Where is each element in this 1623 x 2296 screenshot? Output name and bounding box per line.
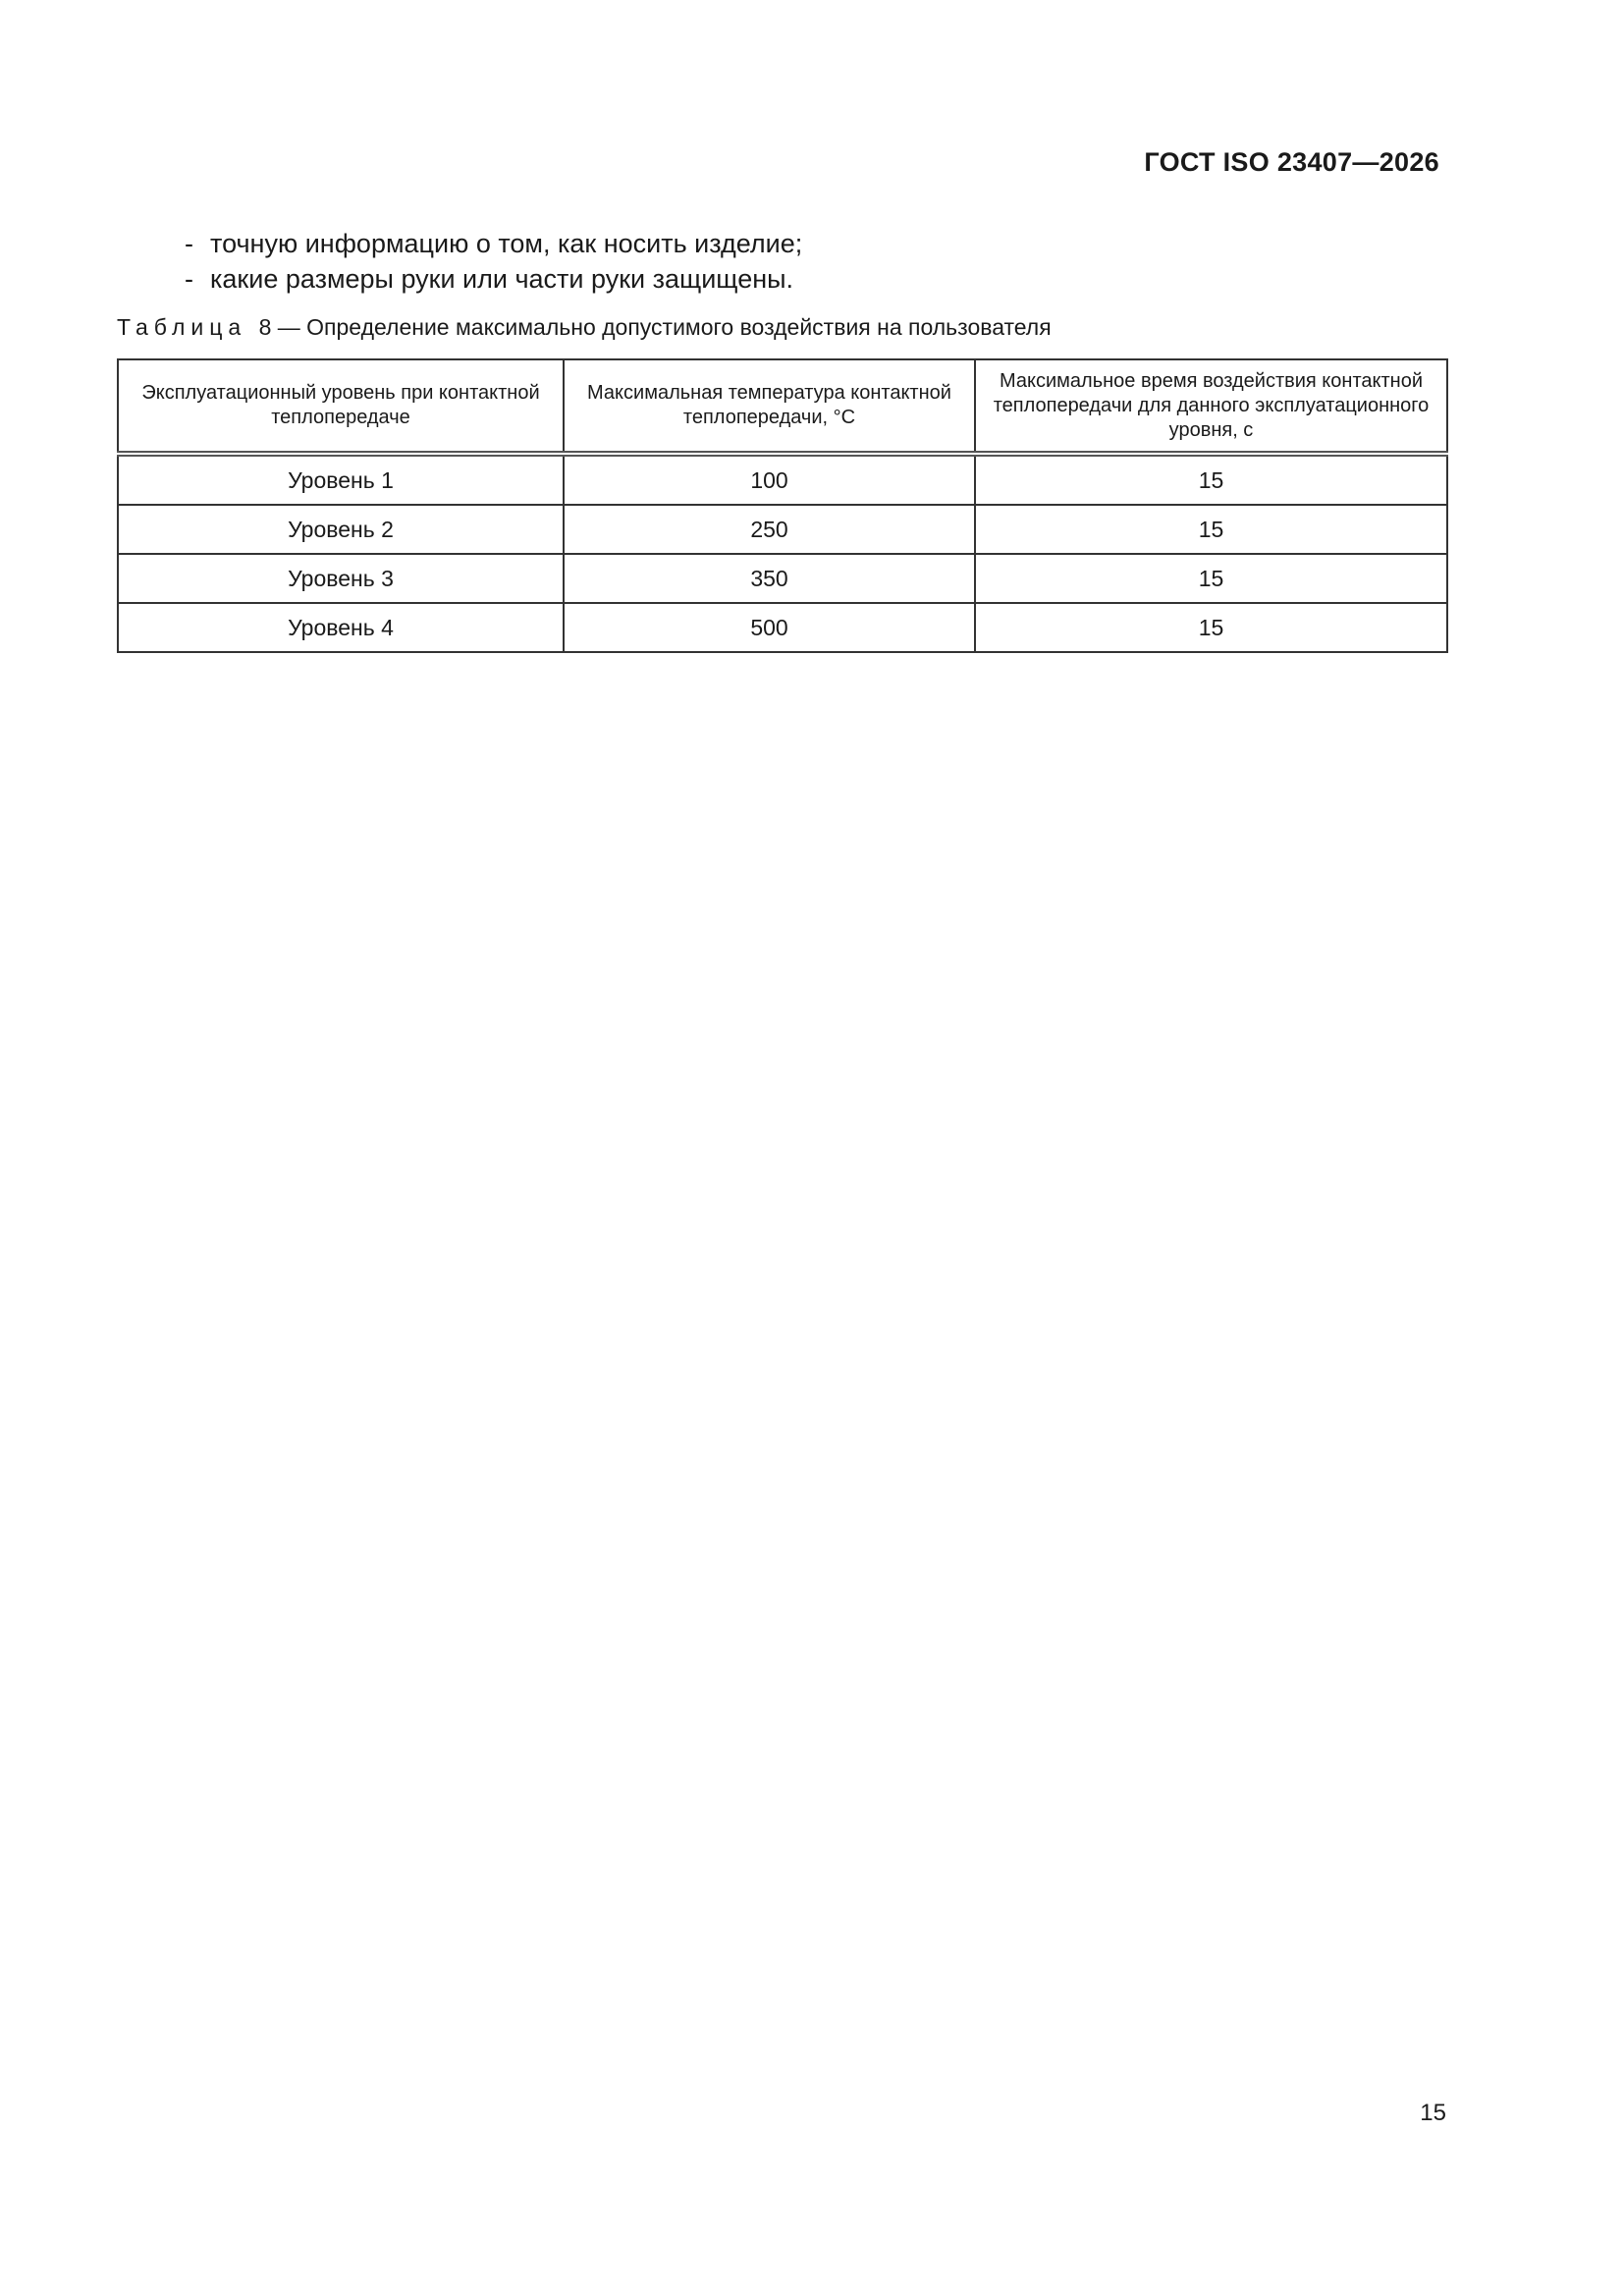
cell-level: Уровень 4 [118,603,564,652]
cell-temperature: 100 [564,454,975,505]
table-row [118,454,1447,505]
cell-level: Уровень 1 [118,454,564,505]
cell-time: 15 [975,505,1447,554]
cell-time: 15 [975,454,1447,505]
bullet-item [185,226,802,261]
page-number: 15 [1420,2100,1446,2126]
cell-time: 15 [975,554,1447,603]
table-caption [117,314,1052,341]
table-caption-number: 8 [258,314,272,340]
bullet-dash: - [185,229,193,258]
cell-temperature: 350 [564,554,975,603]
bullet-text: какие размеры руки или части руки защищены. [210,264,794,294]
document-standard-id: ГОСТ ISO 23407—2026 [1144,147,1439,177]
cell-level: Уровень 2 [118,505,564,554]
table-row [118,554,1447,603]
bullet-dash: - [185,264,193,294]
column-header-max-exposure-time: Максимальное время воздействия контактной теплопередачи для данного эксплуатационного уровня, с [975,359,1447,454]
exposure-limits-table [117,358,1448,653]
column-header-max-temperature: Максимальная температура контактной теплопередачи, °С [564,359,975,454]
table-row [118,603,1447,652]
cell-temperature: 250 [564,505,975,554]
bullet-list [185,226,802,297]
cell-time: 15 [975,603,1447,652]
table-row [118,505,1447,554]
column-header-performance-level: Эксплуатационный уровень при контактной теплопередаче [118,359,564,454]
bullet-item [185,261,802,297]
table-header-row [118,359,1447,454]
bullet-text: точную информацию о том, как носить изделие; [210,229,803,258]
cell-level: Уровень 3 [118,554,564,603]
cell-temperature: 500 [564,603,975,652]
table-caption-text: — Определение максимально допустимого воздействия на пользователя [277,314,1052,340]
table-caption-label: Таблица [117,314,247,340]
